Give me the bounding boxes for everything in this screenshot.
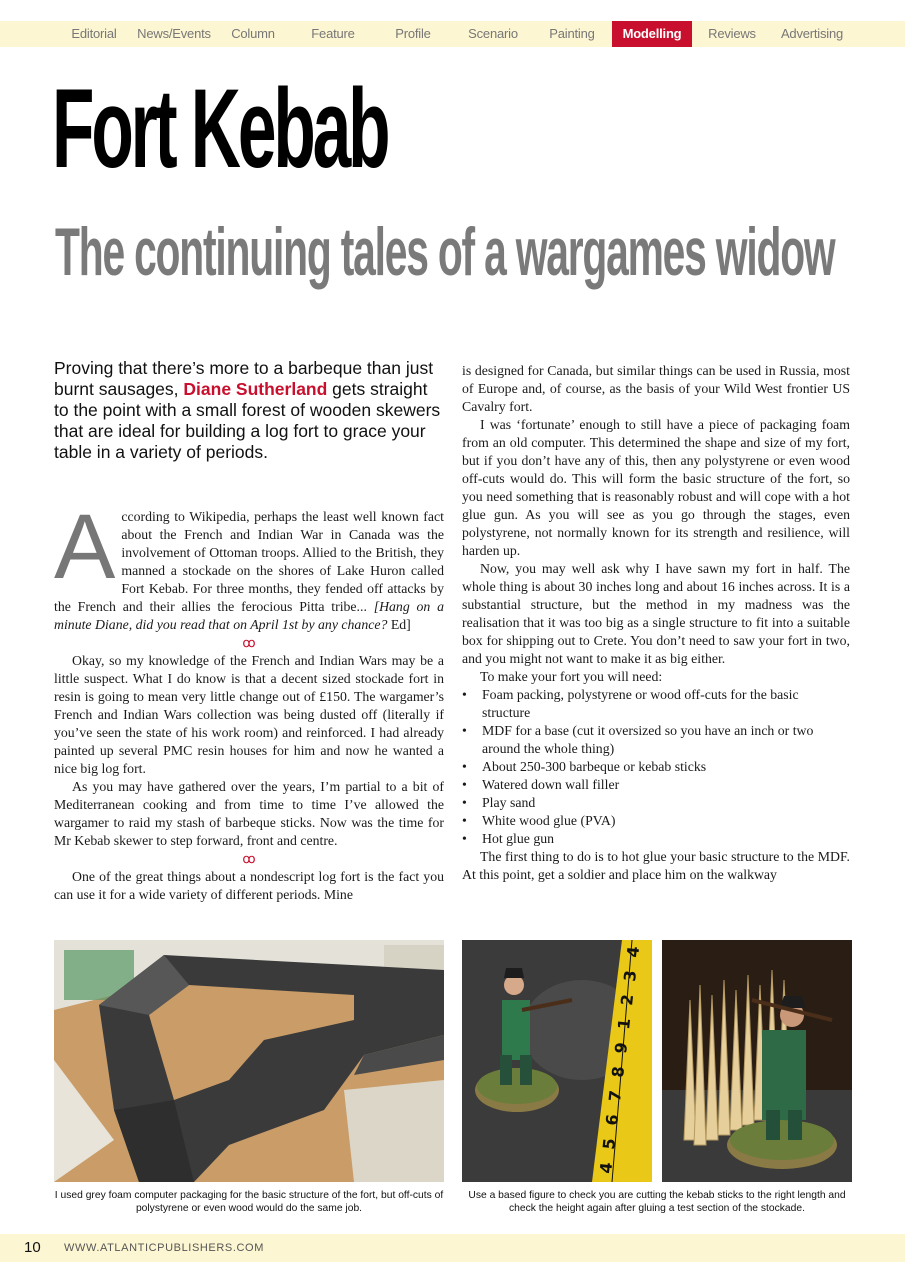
paragraph-5: I was ‘fortunate’ enough to still have a piece of packaging foam from an old computer. This determined the shape and size of my fort, but if you don’t have any of this, then any polystyrene or even wood off-cuts would do. This will form the basic structure of the fort, so you need something that is reasonably robust and will cope with a hot glue gun. As you will see as you go through the stages, even polystyrene, not normally known for its strength and resilience, will harden up. (462, 417, 850, 558)
nav-item-editorial[interactable]: Editorial (71, 26, 117, 41)
photo-caption-foam: I used grey foam computer packaging for the basic structure of the fort, but off-cuts of polystyrene or even wood would do the same job. (54, 1190, 444, 1214)
photo-foam-structure (54, 940, 444, 1182)
editor-sign: Ed] (387, 617, 411, 632)
page-number: 10 (24, 1239, 41, 1256)
tape-number: 7 (605, 1089, 626, 1103)
paragraph-8: The first thing to do is to hot glue your basic structure to the MDF. At this point, get a soldier and place him on the walkway (462, 849, 850, 882)
editor-note: [Hang on a minute Diane, did you read that on April 1st by any chance? (54, 599, 445, 632)
list-item: • Watered down wall filler (462, 776, 850, 794)
nav-item-reviews[interactable]: Reviews (708, 26, 756, 41)
author-name: Diane Sutherland (183, 379, 328, 399)
nav-item-profile[interactable]: Profile (395, 26, 431, 41)
paragraph-7: To make your fort you will need: (480, 669, 663, 684)
tape-number: 4 (596, 1161, 617, 1175)
list-item: • MDF for a base (cut it oversized so you have an inch or two around the whole thing) (462, 722, 850, 758)
paragraph-2: Okay, so my knowledge of the French and Indian Wars may be a little suspect. What I do know is that a decent sized stockade fort in resin is going to mean very little change out of £150. The wargamer’s French and Indian Wars collection was being dusted off (literally if you’ve seen the state of his work room) and reinforced. I had already painted up several PMC resin houses for him and now he wanted a nice big log fort. (54, 653, 444, 776)
body-column-left (54, 496, 445, 904)
paragraph-4: One of the great things about a nondescript log fort is the fact you can use it for a wide variety of different periods. Mine (54, 869, 444, 902)
figure-tape-image (462, 940, 652, 1182)
standfirst-rest: gets straight to the point with a small forest of wooden skewers that are ideal for building a log fort to grace your table in a variety of periods. (54, 379, 441, 462)
foam-structure-image (54, 940, 444, 1182)
nav-item-news-events[interactable]: News/Events (137, 26, 211, 41)
article-subtitle: The continuing tales of a wargames widow (55, 214, 835, 290)
paragraph-1 (54, 496, 445, 634)
standfirst-lead: Proving that there’s more to a barbeque than just burnt sausages, (54, 358, 434, 399)
drop-cap: A (54, 496, 116, 598)
tape-number: 8 (608, 1065, 629, 1079)
nav-item-column[interactable]: Column (231, 26, 275, 41)
list-item: • White wood glue (PVA) (462, 812, 850, 830)
list-item: • Foam packing, polystyrene or wood off-cuts for the basic structure (462, 686, 850, 722)
photo-stockade-test (662, 940, 852, 1182)
nav-item-modelling[interactable]: Modelling (612, 21, 692, 47)
tape-number: 6 (602, 1113, 623, 1127)
page-footer (0, 1234, 905, 1262)
tape-number: 1 (614, 1017, 635, 1031)
tape-number: 2 (617, 993, 638, 1007)
list-item: • Hot glue gun (462, 830, 850, 848)
article-standfirst (54, 358, 444, 463)
website-url[interactable]: WWW.ATLANTICPUBLISHERS.COM (64, 1242, 264, 1254)
tape-number: 4 (623, 945, 644, 959)
list-item: • Play sand (462, 794, 850, 812)
materials-list (462, 686, 850, 848)
body-column-right (462, 362, 850, 884)
stockade-test-image (662, 940, 852, 1182)
nav-item-painting[interactable]: Painting (549, 26, 595, 41)
tape-number: 5 (599, 1137, 620, 1151)
photo-caption-figure: Use a based figure to check you are cutting the kebab sticks to the right length and check the height again after gluing a test section of the stockade. (468, 1190, 846, 1214)
photo-figure-tape-measure (462, 940, 652, 1182)
tape-number: 3 (620, 969, 641, 983)
paragraph-4-continued: is designed for Canada, but similar things can be used in Russia, most of Europe and, of course, as the basis of your Wild West frontier US Cavalry fort. (462, 363, 850, 414)
tape-number: 9 (611, 1041, 632, 1055)
list-item: • About 250-300 barbeque or kebab sticks (462, 758, 850, 776)
paragraph-6: Now, you may well ask why I have sawn my fort in half. The whole thing is about 30 inches long and about 16 inches across. It is a substantial structure, but the method in my madness was the realisation that it was too big as a single structure to fit into a suitable box for shipping out to Crete. You don’t need to saw your fort in two, and you might not want to make it as big either. (462, 561, 850, 666)
nav-item-feature[interactable]: Feature (311, 26, 355, 41)
section-nav (0, 21, 905, 47)
article-title: Fort Kebab (52, 66, 388, 191)
paragraph-3: As you may have gathered over the years, I’m partial to a bit of Mediterranean cooking and from time to time I’ve allowed the wargamer to raid my stash of barbeque sticks. Now was the time for Mr Kebab skewer to step forward, front and centre. (54, 779, 444, 848)
nav-item-advertising[interactable]: Advertising (780, 26, 844, 41)
paragraph-1-text: ccording to Wikipedia, perhaps the least well known fact about the French and Indian War in Canada was the involvement of Ottoman troops. Allied to the British, they manned a stockade on the shores of Lake Huron called Fort Kebab. For three months, they fended off attacks by the French and their allies the ferocious Pitta tribe... (54, 509, 444, 614)
section-ornament: ꝏ (242, 635, 256, 650)
section-ornament: ꝏ (242, 851, 256, 866)
nav-item-scenario[interactable]: Scenario (468, 26, 518, 41)
